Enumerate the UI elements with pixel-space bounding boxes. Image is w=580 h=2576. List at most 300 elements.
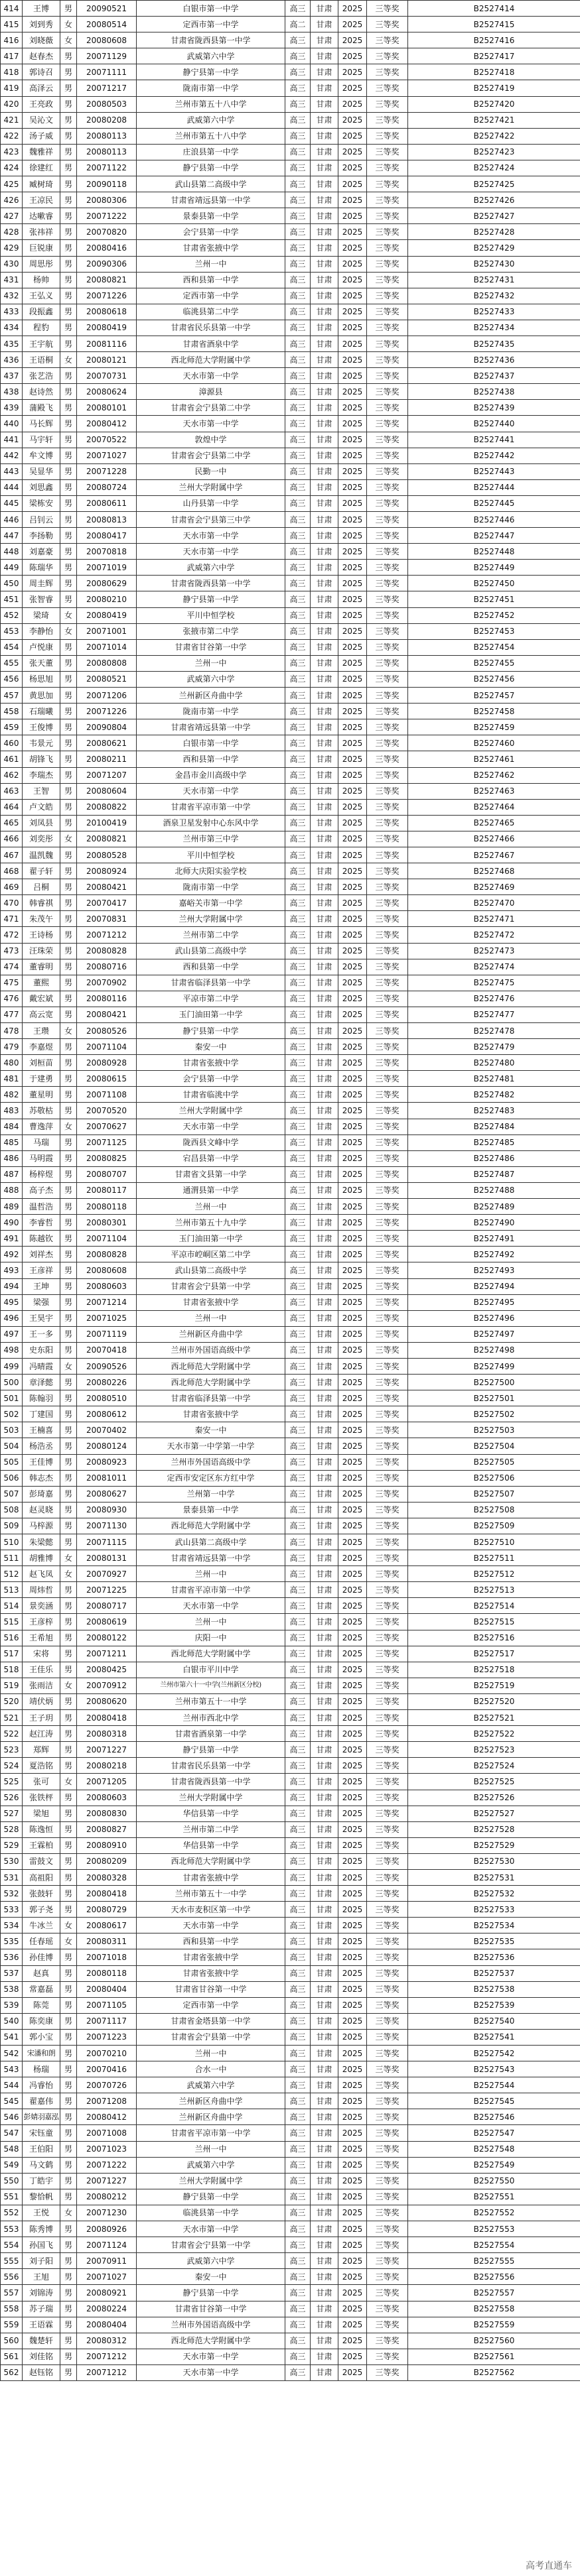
certificate-number-cell: B2527537 — [408, 1965, 580, 1981]
school-cell: 武威第六中学 — [137, 2077, 285, 2093]
table-row — [1, 479, 580, 495]
year-cell: 2025 — [338, 2189, 367, 2205]
student-name-cell: 雷鼓文 — [23, 1853, 60, 1869]
grade-cell: 高三 — [285, 815, 311, 831]
gender-cell: 男 — [60, 2157, 77, 2173]
gender-cell: 男 — [60, 1821, 77, 1837]
gender-cell: 男 — [60, 1742, 77, 1758]
row-number-cell: 478 — [1, 1023, 23, 1039]
certificate-number-cell: B2527506 — [408, 1470, 580, 1486]
certificate-number-cell: B2527533 — [408, 1902, 580, 1918]
birth-date-cell: 20080813 — [77, 512, 137, 528]
school-cell: 甘肃省临洮中学 — [137, 1087, 285, 1103]
year-cell: 2025 — [338, 704, 367, 719]
award-cell: 三等奖 — [367, 48, 408, 64]
school-cell: 兰州新区舟曲中学 — [137, 1326, 285, 1342]
year-cell: 2025 — [338, 2046, 367, 2061]
student-name-cell: 李嘉煜 — [23, 1039, 60, 1055]
student-name-cell: 杨瑞 — [23, 2061, 60, 2077]
certificate-number-cell: B2527464 — [408, 799, 580, 815]
certificate-number-cell: B2527470 — [408, 895, 580, 911]
province-cell: 甘肃 — [311, 1182, 338, 1198]
school-cell: 天水市第一中学 — [137, 2221, 285, 2237]
table-row — [1, 80, 580, 96]
award-cell: 三等奖 — [367, 671, 408, 687]
gender-cell: 男 — [60, 2285, 77, 2301]
province-cell: 甘肃 — [311, 1566, 338, 1582]
gender-cell: 男 — [60, 799, 77, 815]
grade-cell: 高三 — [285, 704, 311, 719]
student-name-cell: 刘奕彤 — [23, 831, 60, 847]
birth-date-cell: 20080604 — [77, 783, 137, 799]
year-cell: 2025 — [338, 1758, 367, 1774]
gender-cell: 男 — [60, 879, 77, 895]
certificate-number-cell: B2527526 — [408, 1790, 580, 1806]
year-cell: 2025 — [338, 1534, 367, 1550]
year-cell: 2025 — [338, 1997, 367, 2013]
year-cell: 2025 — [338, 1119, 367, 1135]
gender-cell: 男 — [60, 1710, 77, 1726]
birth-date-cell: 20070402 — [77, 1422, 137, 1438]
birth-date-cell: 20071117 — [77, 2013, 137, 2029]
student-name-cell: 赵真 — [23, 1965, 60, 1981]
gender-cell: 男 — [60, 591, 77, 607]
birth-date-cell: 20080615 — [77, 1071, 137, 1087]
certificate-number-cell: B2527528 — [408, 1821, 580, 1837]
table-row — [1, 512, 580, 528]
grade-cell: 高三 — [285, 1310, 311, 1326]
table-row — [1, 1534, 580, 1550]
grade-cell: 高三 — [285, 64, 311, 80]
student-name-cell: 巨锐康 — [23, 240, 60, 256]
gender-cell: 男 — [60, 847, 77, 863]
award-cell: 三等奖 — [367, 1470, 408, 1486]
gender-cell: 男 — [60, 1965, 77, 1981]
table-row — [1, 1582, 580, 1598]
student-name-cell: 张祎祥 — [23, 224, 60, 240]
province-cell: 甘肃 — [311, 847, 338, 863]
school-cell: 甘肃省靖远县第一中学 — [137, 192, 285, 208]
birth-date-cell: 20071207 — [77, 767, 137, 783]
school-cell: 甘肃省临泽县第一中学 — [137, 1390, 285, 1406]
province-cell: 甘肃 — [311, 2173, 338, 2189]
gender-cell: 男 — [60, 1294, 77, 1310]
gender-cell: 男 — [60, 639, 77, 655]
birth-date-cell: 20080328 — [77, 1869, 137, 1885]
birth-date-cell: 20080301 — [77, 1215, 137, 1231]
year-cell: 2025 — [338, 1806, 367, 1821]
award-cell: 三等奖 — [367, 2046, 408, 2061]
birth-date-cell: 20070820 — [77, 224, 137, 240]
certificate-number-cell: B2527424 — [408, 160, 580, 176]
gender-cell: 男 — [60, 128, 77, 144]
province-cell: 甘肃 — [311, 927, 338, 943]
student-name-cell: 赵飞凤 — [23, 1566, 60, 1582]
school-cell: 甘肃省会宁县第一中学 — [137, 2237, 285, 2253]
certificate-number-cell: B2527527 — [408, 1806, 580, 1821]
table-row — [1, 1039, 580, 1055]
table-row — [1, 336, 580, 351]
table-row — [1, 1215, 580, 1231]
school-cell: 西和县第一中学 — [137, 272, 285, 288]
student-name-cell: 周炜哲 — [23, 1582, 60, 1598]
birth-date-cell: 20080521 — [77, 671, 137, 687]
year-cell: 2025 — [338, 1390, 367, 1406]
certificate-number-cell: B2527484 — [408, 1119, 580, 1135]
gender-cell: 男 — [60, 1007, 77, 1022]
table-row — [1, 1087, 580, 1103]
certificate-number-cell: B2527521 — [408, 1710, 580, 1726]
province-cell: 甘肃 — [311, 528, 338, 544]
gender-cell: 男 — [60, 112, 77, 128]
birth-date-cell: 20080122 — [77, 1630, 137, 1646]
student-name-cell: 胡雅博 — [23, 1550, 60, 1566]
province-cell: 甘肃 — [311, 1103, 338, 1119]
student-name-cell: 马梓源 — [23, 1518, 60, 1534]
certificate-number-cell: B2527433 — [408, 304, 580, 320]
student-name-cell: 张可 — [23, 1774, 60, 1790]
student-name-cell: 温哲浩 — [23, 1199, 60, 1215]
student-name-cell: 刘思鑫 — [23, 479, 60, 495]
student-name-cell: 王弘义 — [23, 288, 60, 304]
row-number-cell: 534 — [1, 1918, 23, 1933]
school-cell: 甘肃省陇西县第一中学 — [137, 32, 285, 48]
student-name-cell: 汤子威 — [23, 128, 60, 144]
birth-date-cell: 20071122 — [77, 160, 137, 176]
award-cell: 三等奖 — [367, 1326, 408, 1342]
year-cell: 2025 — [338, 623, 367, 639]
school-cell: 天水市第一中学 — [137, 544, 285, 560]
birth-date-cell: 20080425 — [77, 1662, 137, 1678]
award-cell: 三等奖 — [367, 1837, 408, 1853]
grade-cell: 高三 — [285, 1087, 311, 1103]
student-name-cell: 陈奕康 — [23, 2013, 60, 2029]
school-cell: 兰州市第五十八中学 — [137, 128, 285, 144]
award-cell: 三等奖 — [367, 1678, 408, 1693]
year-cell: 2025 — [338, 1742, 367, 1758]
student-name-cell: 夏浩铭 — [23, 1758, 60, 1774]
birth-date-cell: 20081011 — [77, 1470, 137, 1486]
school-cell: 平川中恒学校 — [137, 847, 285, 863]
student-name-cell: 郭诗召 — [23, 64, 60, 80]
row-number-cell: 444 — [1, 479, 23, 495]
student-name-cell: 常嘉磊 — [23, 1981, 60, 1997]
province-cell: 甘肃 — [311, 911, 338, 927]
province-cell: 甘肃 — [311, 943, 338, 959]
award-cell: 三等奖 — [367, 959, 408, 975]
school-cell: 兰州市外国语高级中学 — [137, 2317, 285, 2333]
grade-cell: 高三 — [285, 368, 311, 384]
gender-cell: 男 — [60, 2364, 77, 2380]
school-cell: 玉门油田第一中学 — [137, 1007, 285, 1022]
province-cell: 甘肃 — [311, 176, 338, 192]
grade-cell: 高三 — [285, 1199, 311, 1215]
grade-cell: 高三 — [285, 1358, 311, 1374]
gender-cell: 男 — [60, 272, 77, 288]
grade-cell: 高三 — [285, 1726, 311, 1742]
school-cell: 兰州新区舟曲中学 — [137, 2109, 285, 2125]
row-number-cell: 542 — [1, 2046, 23, 2061]
school-cell: 兰州一中 — [137, 256, 285, 272]
row-number-cell: 490 — [1, 1215, 23, 1231]
student-name-cell: 梁强 — [23, 1294, 60, 1310]
grade-cell: 高三 — [285, 1454, 311, 1470]
year-cell: 2025 — [338, 2364, 367, 2380]
grade-cell: 高三 — [285, 1821, 311, 1837]
award-cell: 三等奖 — [367, 512, 408, 528]
birth-date-cell: 20080930 — [77, 1502, 137, 1518]
school-cell: 甘肃省会宁县第二中学 — [137, 400, 285, 416]
student-name-cell: 王诗杨 — [23, 927, 60, 943]
gender-cell: 男 — [60, 1071, 77, 1087]
certificate-number-cell: B2527490 — [408, 1215, 580, 1231]
table-row — [1, 2013, 580, 2029]
award-cell: 三等奖 — [367, 240, 408, 256]
table-row — [1, 2093, 580, 2109]
birth-date-cell: 20071027 — [77, 448, 137, 463]
row-number-cell: 520 — [1, 1693, 23, 1709]
student-name-cell: 韩睿祺 — [23, 895, 60, 911]
school-cell: 嘉峪关市第一中学 — [137, 895, 285, 911]
birth-date-cell: 20080417 — [77, 528, 137, 544]
grade-cell: 高三 — [285, 1933, 311, 1949]
row-number-cell: 549 — [1, 2157, 23, 2173]
grade-cell: 高三 — [285, 1422, 311, 1438]
table-row — [1, 767, 580, 783]
year-cell: 2025 — [338, 1918, 367, 1933]
province-cell: 甘肃 — [311, 1630, 338, 1646]
birth-date-cell: 20071227 — [77, 2173, 137, 2189]
grade-cell: 高三 — [285, 1790, 311, 1806]
grade-cell: 高三 — [285, 895, 311, 911]
table-row — [1, 48, 580, 64]
school-cell: 天水市第一中学 — [137, 1119, 285, 1135]
province-cell: 甘肃 — [311, 2349, 338, 2364]
birth-date-cell: 20070726 — [77, 2077, 137, 2093]
award-cell: 三等奖 — [367, 831, 408, 847]
gender-cell: 男 — [60, 384, 77, 400]
student-name-cell: 刘晓薇 — [23, 32, 60, 48]
birth-date-cell: 20071222 — [77, 208, 137, 224]
grade-cell: 高三 — [285, 208, 311, 224]
gender-cell: 男 — [60, 1837, 77, 1853]
grade-cell: 高三 — [285, 1007, 311, 1022]
certificate-number-cell: B2527467 — [408, 847, 580, 863]
birth-date-cell: 20080421 — [77, 1007, 137, 1022]
gender-cell: 女 — [60, 831, 77, 847]
province-cell: 甘肃 — [311, 2189, 338, 2205]
gender-cell: 男 — [60, 1182, 77, 1198]
certificate-number-cell: B2527463 — [408, 783, 580, 799]
row-number-cell: 518 — [1, 1662, 23, 1678]
award-cell: 三等奖 — [367, 144, 408, 160]
grade-cell: 高三 — [285, 1582, 311, 1598]
table-row — [1, 1550, 580, 1566]
school-cell: 武山县第二高级中学 — [137, 943, 285, 959]
award-cell: 三等奖 — [367, 176, 408, 192]
grade-cell: 高三 — [285, 991, 311, 1007]
award-cell: 三等奖 — [367, 1, 408, 17]
year-cell: 2025 — [338, 1502, 367, 1518]
year-cell: 2025 — [338, 1678, 367, 1693]
year-cell: 2025 — [338, 2301, 367, 2317]
grade-cell: 高三 — [285, 144, 311, 160]
student-name-cell: 卢文皓 — [23, 799, 60, 815]
grade-cell: 高三 — [285, 607, 311, 623]
row-number-cell: 434 — [1, 320, 23, 336]
award-cell: 三等奖 — [367, 544, 408, 560]
row-number-cell: 451 — [1, 591, 23, 607]
table-row — [1, 959, 580, 975]
year-cell: 2025 — [338, 400, 367, 416]
table-row — [1, 1422, 580, 1438]
school-cell: 武威第六中学 — [137, 112, 285, 128]
certificate-number-cell: B2527550 — [408, 2173, 580, 2189]
table-row — [1, 2157, 580, 2173]
student-name-cell: 郭小宝 — [23, 2029, 60, 2045]
year-cell: 2025 — [338, 1342, 367, 1358]
school-cell: 甘肃省金塔县第一中学 — [137, 2013, 285, 2029]
grade-cell: 高三 — [285, 879, 311, 895]
certificate-number-cell: B2527462 — [408, 767, 580, 783]
award-cell: 三等奖 — [367, 847, 408, 863]
student-name-cell: 梁琦 — [23, 607, 60, 623]
year-cell: 2025 — [338, 815, 367, 831]
province-cell: 甘肃 — [311, 1422, 338, 1438]
grade-cell: 高三 — [285, 1949, 311, 1965]
gender-cell: 女 — [60, 1119, 77, 1135]
school-cell: 甘肃省靖远县第一中学 — [137, 1550, 285, 1566]
award-cell: 三等奖 — [367, 17, 408, 32]
school-cell: 武威第六中学 — [137, 48, 285, 64]
gender-cell: 男 — [60, 2061, 77, 2077]
school-cell: 兰州市外国语高级中学 — [137, 1342, 285, 1358]
year-cell: 2025 — [338, 432, 367, 448]
gender-cell: 男 — [60, 1422, 77, 1438]
student-name-cell: 孙佳博 — [23, 1949, 60, 1965]
award-cell: 三等奖 — [367, 927, 408, 943]
gender-cell: 男 — [60, 671, 77, 687]
grade-cell: 高三 — [285, 1662, 311, 1678]
school-cell: 甘肃省张掖中学 — [137, 1294, 285, 1310]
school-cell: 甘肃省甘谷第一中学 — [137, 2301, 285, 2317]
province-cell: 甘肃 — [311, 2061, 338, 2077]
birth-date-cell: 20071225 — [77, 1582, 137, 1598]
table-row — [1, 2269, 580, 2285]
birth-date-cell: 20071001 — [77, 623, 137, 639]
province-cell: 甘肃 — [311, 1614, 338, 1630]
year-cell: 2025 — [338, 1071, 367, 1087]
year-cell: 2025 — [338, 847, 367, 863]
certificate-number-cell: B2527421 — [408, 112, 580, 128]
year-cell: 2025 — [338, 1358, 367, 1374]
certificate-number-cell: B2527549 — [408, 2157, 580, 2173]
certificate-number-cell: B2527422 — [408, 128, 580, 144]
year-cell: 2025 — [338, 2205, 367, 2221]
certificate-number-cell: B2527443 — [408, 463, 580, 479]
student-name-cell: 达嗽睿 — [23, 208, 60, 224]
school-cell: 甘肃省张掖中学 — [137, 1869, 285, 1885]
province-cell: 甘肃 — [311, 1949, 338, 1965]
gender-cell: 男 — [60, 927, 77, 943]
row-number-cell: 469 — [1, 879, 23, 895]
award-cell: 三等奖 — [367, 1902, 408, 1918]
grade-cell: 高三 — [285, 943, 311, 959]
row-number-cell: 552 — [1, 2205, 23, 2221]
birth-date-cell: 20080821 — [77, 831, 137, 847]
gender-cell: 男 — [60, 1486, 77, 1502]
school-cell: 兰州大学附属中学 — [137, 2173, 285, 2189]
year-cell: 2025 — [338, 352, 367, 368]
student-name-cell: 陈翰羽 — [23, 1390, 60, 1406]
table-row — [1, 2061, 580, 2077]
certificate-number-cell: B2527534 — [408, 1918, 580, 1933]
award-cell: 三等奖 — [367, 799, 408, 815]
province-cell: 甘肃 — [311, 512, 338, 528]
year-cell: 2025 — [338, 1247, 367, 1262]
school-cell: 静宁县第一中学 — [137, 2285, 285, 2301]
certificate-number-cell: B2527468 — [408, 863, 580, 879]
grade-cell: 高三 — [285, 1262, 311, 1278]
student-name-cell: 陈逸恒 — [23, 1821, 60, 1837]
student-name-cell: 高云宽 — [23, 1007, 60, 1022]
student-name-cell: 曹逸萍 — [23, 1119, 60, 1135]
gender-cell: 男 — [60, 1055, 77, 1071]
row-number-cell: 419 — [1, 80, 23, 96]
birth-date-cell: 20080619 — [77, 1614, 137, 1630]
school-cell: 兰州一中 — [137, 1199, 285, 1215]
birth-date-cell: 20071206 — [77, 688, 137, 704]
table-row — [1, 1278, 580, 1294]
birth-date-cell: 20080218 — [77, 1758, 137, 1774]
table-row — [1, 2205, 580, 2221]
student-name-cell: 周思彤 — [23, 256, 60, 272]
certificate-number-cell: B2527546 — [408, 2109, 580, 2125]
student-name-cell: 张雨洁 — [23, 1678, 60, 1693]
certificate-number-cell: B2527428 — [408, 224, 580, 240]
province-cell: 甘肃 — [311, 32, 338, 48]
student-name-cell: 赵钰铭 — [23, 2364, 60, 2380]
province-cell: 甘肃 — [311, 1550, 338, 1566]
award-cell: 三等奖 — [367, 2029, 408, 2045]
year-cell: 2025 — [338, 1326, 367, 1342]
province-cell: 甘肃 — [311, 1806, 338, 1821]
grade-cell: 高三 — [285, 1326, 311, 1342]
school-cell: 宕昌县第一中学 — [137, 1150, 285, 1166]
grade-cell: 高三 — [285, 1231, 311, 1247]
birth-date-cell: 20080311 — [77, 1933, 137, 1949]
gender-cell: 男 — [60, 1502, 77, 1518]
province-cell: 甘肃 — [311, 1358, 338, 1374]
gender-cell: 男 — [60, 144, 77, 160]
province-cell: 甘肃 — [311, 160, 338, 176]
gender-cell: 男 — [60, 2333, 77, 2349]
table-row — [1, 1981, 580, 1997]
birth-date-cell: 20070911 — [77, 2253, 137, 2269]
table-row — [1, 1454, 580, 1470]
award-cell: 三等奖 — [367, 815, 408, 831]
school-cell: 玉门油田第一中学 — [137, 1231, 285, 1247]
table-row — [1, 1486, 580, 1502]
grade-cell: 高三 — [285, 192, 311, 208]
award-cell: 三等奖 — [367, 272, 408, 288]
gender-cell: 男 — [60, 160, 77, 176]
row-number-cell: 510 — [1, 1534, 23, 1550]
gender-cell: 男 — [60, 911, 77, 927]
school-cell: 秦安一中 — [137, 1422, 285, 1438]
gender-cell: 男 — [60, 2221, 77, 2237]
student-name-cell: 冯睿怡 — [23, 2077, 60, 2093]
